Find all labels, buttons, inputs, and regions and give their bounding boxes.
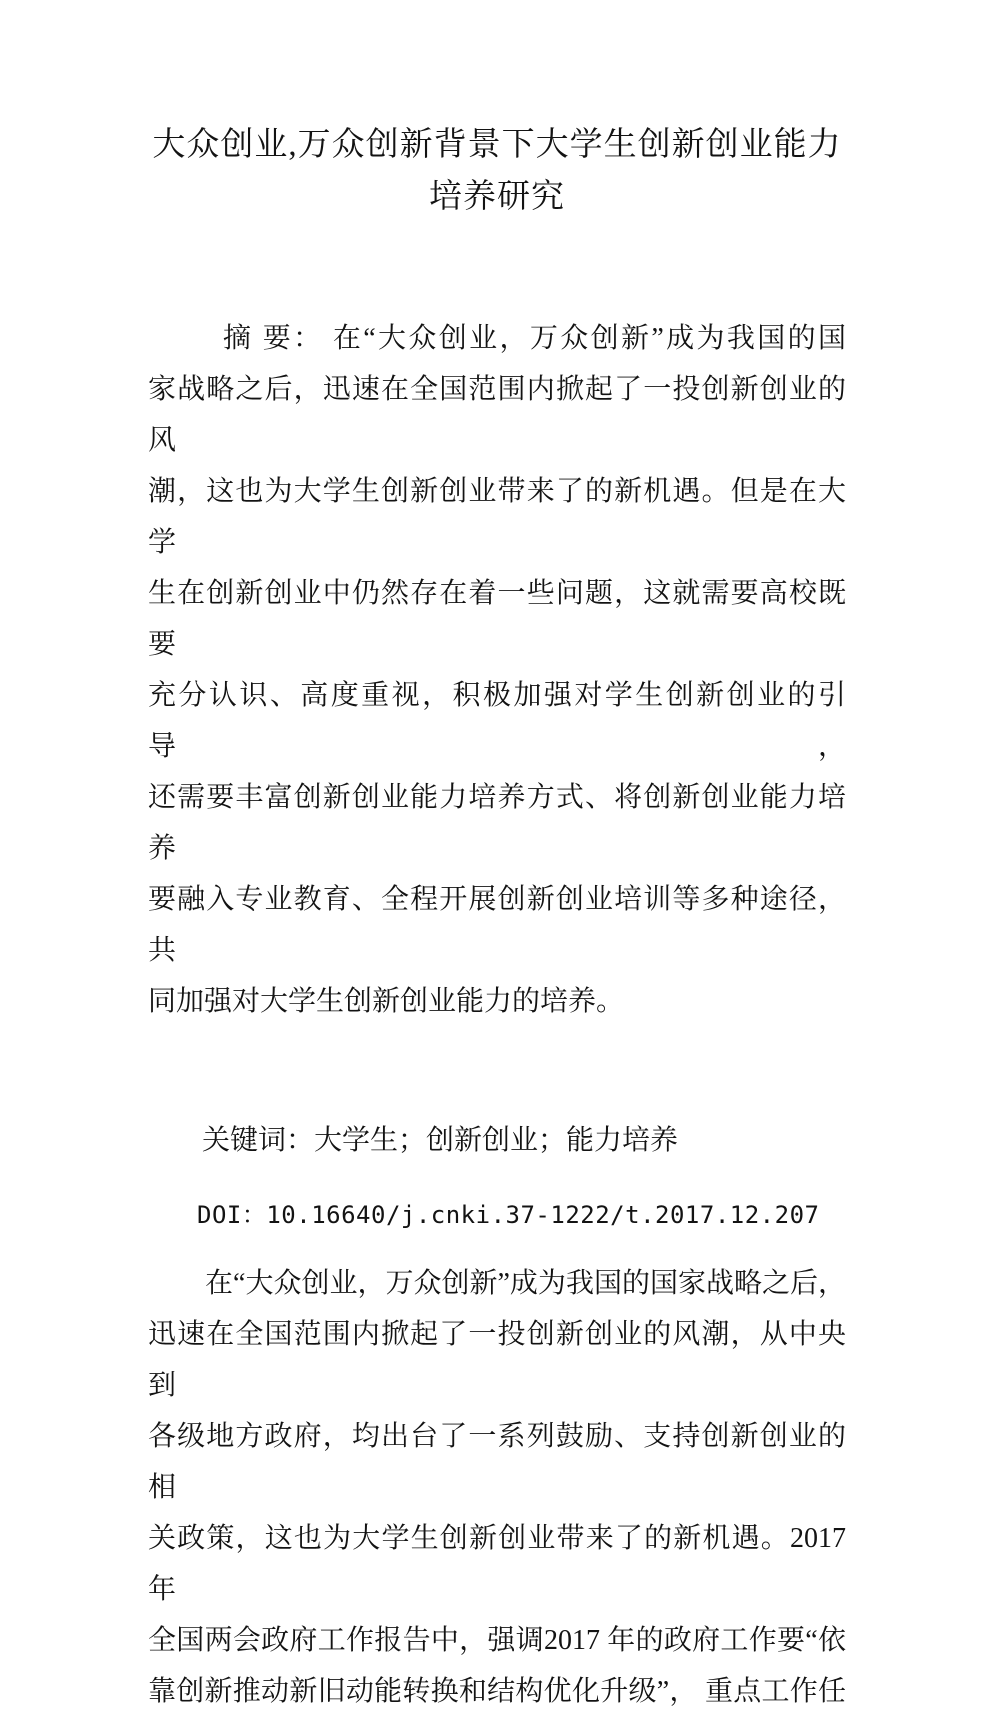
article-title (148, 119, 846, 223)
abstract-line: 还需要丰富创新创业能力培养方式、将创新创业能力培养 (148, 782, 846, 864)
body-line: 靠创新推动新旧动能转换和结构优化升级”， 重点工作任 (148, 1676, 846, 1707)
body-line: 各级地方政府，均出台了一系列鼓励、支持创新创业的相 (148, 1421, 846, 1503)
article-title-line-2: 培养研究 (429, 179, 565, 215)
document-page (0, 119, 993, 1707)
body-line: 关政策，这也为大学生创新创业带来了的新机遇。2017 年 (148, 1523, 846, 1605)
body-line: 全国两会政府工作报告中，强调2017 年的政府工作要“依 (148, 1625, 846, 1656)
doi-line: DOI：10.16640/j.cnki.37-1222/t.2017.12.207 (197, 1201, 820, 1229)
abstract-line: 潮，这也为大学生创新创业带来了的新机遇。但是在大学 (148, 476, 846, 558)
abstract-line: 摘 要： 在“大众创业，万众创新”成为我国的国 (223, 323, 846, 354)
body-line: 在“大众创业，万众创新”成为我国的国家战略之后， (205, 1268, 846, 1299)
keywords-line: 关键词：大学生；创新创业；能力培养 (202, 1125, 679, 1156)
abstract-line: 充分认识、高度重视，积极加强对学生创新创业的引导， (148, 680, 846, 762)
abstract-line: 同加强对大学生创新创业能力的培养。 (148, 986, 625, 1017)
body-line: 迅速在全国范围内掀起了一投创新创业的风潮，从中央到 (148, 1319, 846, 1401)
abstract-line: 生在创新创业中仍然存在着一些问题，这就需要高校既要 (148, 578, 846, 660)
abstract-line: 要融入专业教育、全程开展创新创业培训等多种途径，共 (148, 884, 846, 966)
abstract-paragraph (148, 313, 846, 1027)
abstract-line: 家战略之后，迅速在全国范围内掀起了一投创新创业的风 (148, 374, 846, 456)
article-title-line-1: 大众创业,万众创新背景下大学生创新创业能力 (152, 127, 842, 163)
body-paragraph (148, 1258, 846, 1717)
